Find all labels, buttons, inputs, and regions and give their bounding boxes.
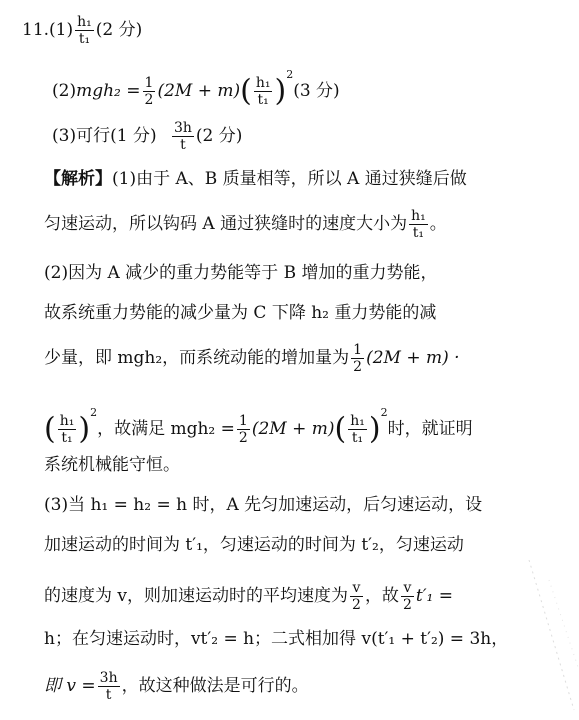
analysis-text: 加速运动的时间为 t′₁，匀速运动的时间为 t′₂，匀速运动 <box>44 535 464 555</box>
left-paren: ( <box>334 411 347 447</box>
analysis-text: 故系统重力势能的减少量为 C 下降 h₂ 重力势能的减 <box>44 303 437 323</box>
fraction-denominator: t₁ <box>257 92 269 108</box>
analysis-line-3 <box>44 262 437 284</box>
part-label: (2) <box>52 81 77 101</box>
fraction <box>172 120 194 153</box>
fraction <box>350 580 363 613</box>
fraction-denominator: t₁ <box>412 225 425 241</box>
analysis-text: 系统机械能守恒。 <box>44 455 180 475</box>
fraction-numerator: h₁ <box>59 413 75 429</box>
fraction-denominator: t₁ <box>78 31 91 47</box>
part-label: (3) <box>52 126 77 146</box>
analysis-line-4 <box>44 302 436 324</box>
analysis-text: 时，就证明 <box>387 419 473 439</box>
fraction-denominator: 2 <box>353 359 363 375</box>
fraction-numerator: h₁ <box>255 75 271 91</box>
exponent: 2 <box>286 68 294 81</box>
analysis-line-8 <box>44 494 482 516</box>
right-paren: ) <box>368 411 381 447</box>
fraction <box>348 413 367 446</box>
analysis-line-11 <box>44 628 508 650</box>
fraction-denominator: t <box>105 687 112 703</box>
analysis-text: (2)因为 A 减少的重力势能等于 B 增加的重力势能， <box>44 263 438 283</box>
fraction-denominator: 2 <box>144 92 154 108</box>
fraction <box>409 208 428 241</box>
analysis-text: t′₁ = <box>415 586 454 606</box>
left-paren: ( <box>240 73 252 109</box>
fraction-denominator: 2 <box>352 597 361 613</box>
right-paren: ) <box>274 73 287 109</box>
fraction-denominator: t₁ <box>61 430 73 446</box>
right-paren: ) <box>78 411 91 447</box>
fraction <box>58 413 77 446</box>
fraction-denominator: 2 <box>238 430 248 446</box>
fraction-numerator: h₁ <box>77 14 92 30</box>
analysis-text: ，故 <box>364 586 399 606</box>
fraction-numerator: h₁ <box>411 208 426 224</box>
analysis-tag: 【解析】 <box>44 169 112 189</box>
analysis-text: 。 <box>429 214 447 234</box>
equation-lhs: mgh₂ = <box>76 81 141 101</box>
exponent: 2 <box>90 406 98 419</box>
mass-term: (2M + m) <box>251 419 335 439</box>
fraction-denominator: t <box>180 137 186 153</box>
analysis-text: h；在匀速运动时，vt′₂ = h；二式相加得 v(t′₁ + t′₂) = 3h， <box>44 629 509 649</box>
analysis-line-9 <box>44 534 464 556</box>
score: (2 分) <box>95 20 143 40</box>
answer-line-1 <box>22 14 142 47</box>
fraction-numerator: 3h <box>99 670 118 686</box>
fraction-numerator: 1 <box>353 342 363 358</box>
analysis-text: (3)当 h₁ = h₂ = h 时，A 先匀加速运动，后匀速运动，设 <box>44 495 483 515</box>
part-label: (1) <box>49 20 74 40</box>
answer-text: 可行(1 分) <box>76 126 157 146</box>
fraction <box>401 580 414 613</box>
fraction-numerator: v <box>401 580 414 597</box>
fraction-numerator: h₁ <box>350 413 365 429</box>
analysis-line-1 <box>44 168 467 190</box>
left-paren: ( <box>44 411 56 447</box>
analysis-text: ，故这种做法是可行的。 <box>121 676 309 696</box>
analysis-text: 少量，即 mgh₂，而系统动能的增加量为 <box>44 348 350 368</box>
fraction <box>351 342 364 375</box>
exponent: 2 <box>380 406 388 419</box>
answer-line-3 <box>52 120 242 153</box>
analysis-text: 匀速运动，所以钩码 A 通过狭缝时的速度大小为 <box>44 214 408 234</box>
fraction-numerator: 1 <box>144 75 154 91</box>
analysis-text: ，故满足 mgh₂ = <box>97 419 235 439</box>
fraction-denominator: 2 <box>402 597 412 613</box>
fraction-numerator: 1 <box>238 413 248 429</box>
question-number: 11. <box>22 20 50 40</box>
analysis-text: 即 v = <box>44 676 96 696</box>
analysis-line-10 <box>44 580 453 613</box>
answer-line-2 <box>52 64 340 108</box>
paper-fold-marks <box>519 560 579 720</box>
analysis-line-5 <box>44 342 460 375</box>
analysis-line-12 <box>44 670 309 703</box>
mass-term: (2M + m) <box>157 81 241 101</box>
score: (2 分) <box>195 126 243 146</box>
fraction <box>237 413 250 446</box>
analysis-line-6 <box>44 402 473 446</box>
fraction <box>75 14 94 47</box>
fraction <box>143 75 156 108</box>
analysis-text: 的速度为 v，则加速运动时的平均速度为 <box>44 586 349 606</box>
fraction <box>254 75 273 108</box>
fraction-numerator: v <box>350 580 363 597</box>
score: (3 分) <box>293 81 340 101</box>
analysis-text: (1)由于 A、B 质量相等，所以 A 通过狭缝后做 <box>112 169 467 189</box>
mass-term: (2M + m) · <box>366 348 460 368</box>
fraction <box>98 670 120 703</box>
analysis-line-2 <box>44 208 447 241</box>
fraction-denominator: t₁ <box>351 430 364 446</box>
fraction-numerator: 3h <box>173 120 192 136</box>
analysis-line-7 <box>44 454 180 476</box>
